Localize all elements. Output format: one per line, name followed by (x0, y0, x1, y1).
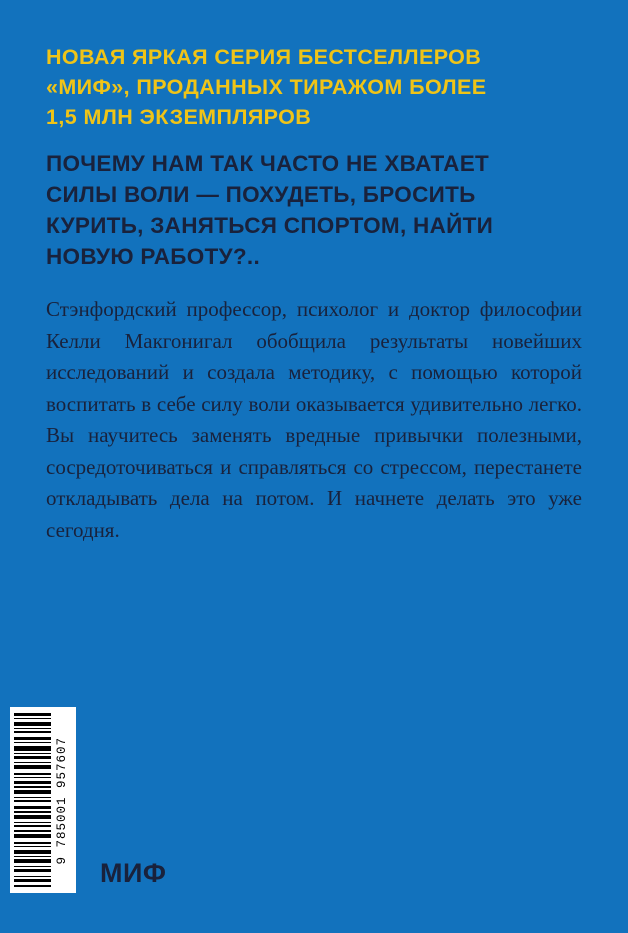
headline-line-3: КУРИТЬ, ЗАНЯТЬСЯ СПОРТОМ, НАЙТИ (46, 213, 494, 238)
publisher-logo: МИФ (100, 858, 167, 888)
series-blurb-line-3: 1,5 МЛН ЭКЗЕМПЛЯРОВ (46, 105, 312, 129)
series-blurb (46, 42, 586, 132)
annotation-text (46, 294, 582, 546)
headline-line-2: СИЛЫ ВОЛИ — ПОХУДЕТЬ, БРОСИТЬ (46, 182, 476, 207)
cover-text-content (46, 42, 586, 546)
barcode-number (51, 713, 72, 889)
barcode-number-text: 9 785001 957607 (54, 737, 69, 865)
series-blurb-line-1: НОВАЯ ЯРКАЯ СЕРИЯ БЕСТСЕЛЛЕРОВ (46, 45, 482, 69)
series-blurb-line-2: «МИФ», ПРОДАННЫХ ТИРАЖОМ БОЛЕЕ (46, 75, 487, 99)
barcode (10, 707, 76, 893)
headline-line-1: ПОЧЕМУ НАМ ТАК ЧАСТО НЕ ХВАТАЕТ (46, 151, 490, 176)
barcode-bars (14, 713, 51, 889)
headline-line-4: НОВУЮ РАБОТУ?.. (46, 244, 261, 269)
annotation-paragraph: Стэнфордский профессор, психолог и доктор философии Келли Макгонигал обобщила результаты новейших исследований и создала методику, с помощью которой воспитать в себе силу воли оказывается удивительно легко. Вы научитесь заменять вредные привычки полезными, сосредоточиваться и справляться со стрессом, перестанете откладывать дела на потом. И начнете делать это уже сегодня. (46, 297, 582, 542)
headline (46, 148, 586, 272)
